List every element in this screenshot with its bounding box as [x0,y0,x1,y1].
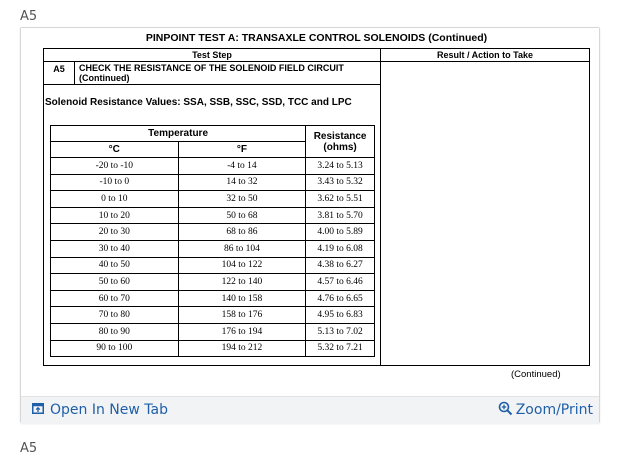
fahrenheit-cell: 176 to 194 [178,323,306,340]
continued-note: (Continued) [511,369,561,380]
celsius-cell: 0 to 10 [51,191,179,208]
fahrenheit-cell: 158 to 176 [178,307,306,324]
resistance-cell: 4.95 to 6.83 [306,307,375,324]
table-row [51,274,375,291]
pinpoint-test-table [43,48,590,366]
celsius-cell: 90 to 100 [51,340,179,357]
table-header-row [44,49,589,62]
celsius-cell: 10 to 20 [51,207,179,224]
figure-footer [21,396,599,423]
table-row [51,307,375,324]
resistance-cell: 4.00 to 5.89 [306,224,375,241]
resistance-header: Resistance (ohms) [306,126,375,158]
open-new-tab-icon [32,402,44,418]
test-step-header: Test Step [192,50,232,60]
column-divider [380,49,381,365]
celsius-cell: 70 to 80 [51,307,179,324]
celsius-cell: 50 to 60 [51,274,179,291]
zoom-print-link[interactable] [498,402,593,418]
open-in-new-tab-link[interactable] [32,402,168,418]
resistance-heading: Solenoid Resistance Values: SSA, SSB, SSC, SSD, TCC and LPC [45,97,352,108]
celsius-cell: 60 to 70 [51,290,179,307]
resistance-cell: 3.81 to 5.70 [306,207,375,224]
fahrenheit-cell: 122 to 140 [178,274,306,291]
fahrenheit-cell: -4 to 14 [178,158,306,175]
figure-card [20,27,600,423]
resistance-cell: 4.76 to 6.65 [306,290,375,307]
table-row [51,240,375,257]
table-row [51,257,375,274]
celsius-cell: 80 to 90 [51,323,179,340]
fahrenheit-cell: 194 to 212 [178,340,306,357]
table-row [51,323,375,340]
fahrenheit-cell: 32 to 50 [178,191,306,208]
fahrenheit-cell: 140 to 158 [178,290,306,307]
table-row [51,191,375,208]
resistance-table [50,125,375,357]
resistance-cell: 5.32 to 7.21 [306,340,375,357]
resistance-cell: 3.43 to 5.32 [306,174,375,191]
celsius-cell: 40 to 50 [51,257,179,274]
step-id: A5 [44,62,75,84]
document-title: PINPOINT TEST A: TRANSAXLE CONTROL SOLENOIDS (Continued) [145,32,488,44]
table-row [51,207,375,224]
fahrenheit-cell: 50 to 68 [178,207,306,224]
open-in-new-tab-label: Open In New Tab [50,402,168,418]
resistance-cell: 3.24 to 5.13 [306,158,375,175]
celsius-cell: 20 to 30 [51,224,179,241]
celsius-cell: -10 to 0 [51,174,179,191]
fahrenheit-cell: 86 to 104 [178,240,306,257]
step-text: CHECK THE RESISTANCE OF THE SOLENOID FIELD CIRCUIT (Continued) [79,63,344,83]
table-row [51,174,375,191]
table-row [51,224,375,241]
zoom-print-label: Zoom/Print [515,402,593,418]
resistance-table-body [51,158,375,357]
celsius-cell: -20 to -10 [51,158,179,175]
fahrenheit-cell: 104 to 122 [178,257,306,274]
zoom-in-icon [498,401,513,420]
celsius-header: °C [51,142,179,158]
figure-label-top: A5 [20,9,38,24]
temperature-header: Temperature [51,126,306,142]
resistance-cell: 3.62 to 5.51 [306,191,375,208]
resistance-cell: 4.19 to 6.08 [306,240,375,257]
table-row [51,158,375,175]
step-box [44,62,380,85]
table-row [51,340,375,357]
fahrenheit-cell: 14 to 32 [178,174,306,191]
table-row [51,290,375,307]
resistance-cell: 5.13 to 7.02 [306,323,375,340]
result-header: Result / Action to Take [436,50,533,60]
celsius-cell: 30 to 40 [51,240,179,257]
resistance-cell: 4.38 to 6.27 [306,257,375,274]
resistance-cell: 4.57 to 6.46 [306,274,375,291]
fahrenheit-header: °F [178,142,306,158]
document-image [21,28,599,395]
fahrenheit-cell: 68 to 86 [178,224,306,241]
figure-label-bottom: A5 [20,441,38,456]
